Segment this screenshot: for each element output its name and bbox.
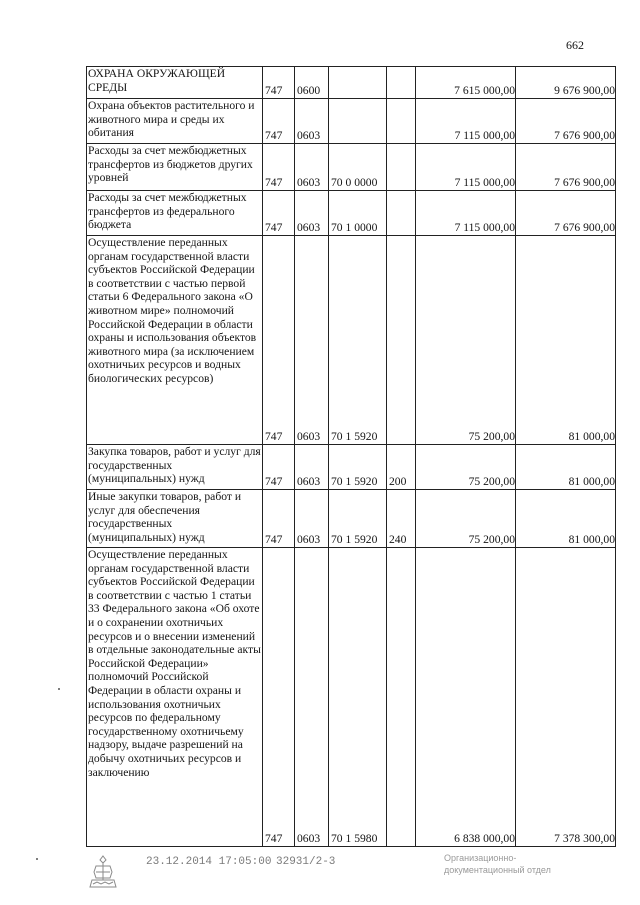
ministry-code: 747 (263, 99, 295, 144)
table-row (87, 490, 616, 548)
document-footer (0, 848, 640, 905)
section-code: 0603 (295, 548, 329, 847)
sum-2015: 7 615 000,00 (416, 67, 516, 99)
table-row (87, 99, 616, 144)
expense-type-code: 240 (387, 490, 416, 548)
expense-type-code (387, 144, 416, 191)
target-code: 70 1 5920 (329, 236, 387, 445)
ministry-code: 747 (263, 490, 295, 548)
section-code: 0603 (295, 191, 329, 236)
sum-2016: 7 676 900,00 (516, 191, 616, 236)
footer-timestamp: 23.12.2014 17:05:00 (146, 856, 272, 868)
table-row (87, 445, 616, 490)
expense-type-code (387, 548, 416, 847)
sum-2015: 7 115 000,00 (416, 99, 516, 144)
stamp-line: документационный отдел (444, 865, 551, 875)
table-row (87, 144, 616, 191)
section-code: 0600 (295, 67, 329, 99)
sum-2016: 7 676 900,00 (516, 99, 616, 144)
sum-2015: 7 115 000,00 (416, 144, 516, 191)
sum-2016: 7 676 900,00 (516, 144, 616, 191)
table-row (87, 191, 616, 236)
sum-2015: 75 200,00 (416, 445, 516, 490)
table-row (87, 236, 616, 445)
ministry-code: 747 (263, 548, 295, 847)
stamp-line: Организационно- (444, 853, 517, 863)
ministry-code: 747 (263, 144, 295, 191)
sum-2015: 75 200,00 (416, 490, 516, 548)
footer-document-number: 32931/2-3 (276, 856, 336, 868)
sum-2015: 6 838 000,00 (416, 548, 516, 847)
row-name: Расходы за счет межбюджетных трансфертов из федерального бюджета (87, 191, 263, 236)
scan-speck (58, 688, 60, 690)
table-row (87, 548, 616, 847)
row-name: Охрана объектов растительного и животного мира и среды их обитания (87, 99, 263, 144)
row-name: Осуществление переданных органам государственной власти субъектов Российской Федерации в соответствии с частью 1 статьи 33 Федерального закона «Об охоте и о сохранении охотничьих ресурсов и о внесении изменений в отдельные законодательные акты Российской Федерации» полномочий Российской Федерации в области охраны и использования охотничьих ресурсов по федеральному государственному охотничьему надзору, выдаче разрешений на добычу охотничьих ресурсов и заключению (87, 548, 263, 847)
sum-2016: 7 378 300,00 (516, 548, 616, 847)
target-code: 70 0 0000 (329, 144, 387, 191)
target-code (329, 99, 387, 144)
row-name: Иные закупки товаров, работ и услуг для обеспечения государственных (муниципальных) нужд (87, 490, 263, 548)
ministry-code: 747 (263, 236, 295, 445)
sum-2016: 81 000,00 (516, 490, 616, 548)
table-row (87, 67, 616, 99)
section-code: 0603 (295, 99, 329, 144)
target-code: 70 1 0000 (329, 191, 387, 236)
expense-type-code: 200 (387, 445, 416, 490)
expense-type-code (387, 99, 416, 144)
expense-type-code (387, 67, 416, 99)
target-code: 70 1 5920 (329, 490, 387, 548)
row-name: ОХРАНА ОКРУЖАЮЩЕЙ СРЕДЫ (87, 67, 263, 99)
sum-2016: 81 000,00 (516, 445, 616, 490)
expense-type-code (387, 191, 416, 236)
sum-2015: 7 115 000,00 (416, 191, 516, 236)
ministry-code: 747 (263, 67, 295, 99)
budget-table (86, 66, 616, 847)
row-name: Закупка товаров, работ и услуг для государственных (муниципальных) нужд (87, 445, 263, 490)
sum-2015: 75 200,00 (416, 236, 516, 445)
row-name: Осуществление переданных органам государственной власти субъектов Российской Федерации в соответствии с частью первой статьи 6 Федерального закона «О животном мире» полномочий Российской Федерации в области охраны и использования объектов животного мира (за исключением охотничьих ресурсов и водных биологических ресурсов) (87, 236, 263, 445)
expense-type-code (387, 236, 416, 445)
target-code (329, 67, 387, 99)
section-code: 0603 (295, 144, 329, 191)
department-stamp (444, 852, 551, 876)
sum-2016: 81 000,00 (516, 236, 616, 445)
coat-of-arms-emblem (88, 854, 118, 890)
sum-2016: 9 676 900,00 (516, 67, 616, 99)
page-number: 662 (566, 38, 584, 52)
row-name: Расходы за счет межбюджетных трансфертов из бюджетов других уровней (87, 144, 263, 191)
section-code: 0603 (295, 236, 329, 445)
target-code: 70 1 5980 (329, 548, 387, 847)
section-code: 0603 (295, 490, 329, 548)
ministry-code: 747 (263, 191, 295, 236)
ministry-code: 747 (263, 445, 295, 490)
section-code: 0603 (295, 445, 329, 490)
target-code: 70 1 5920 (329, 445, 387, 490)
